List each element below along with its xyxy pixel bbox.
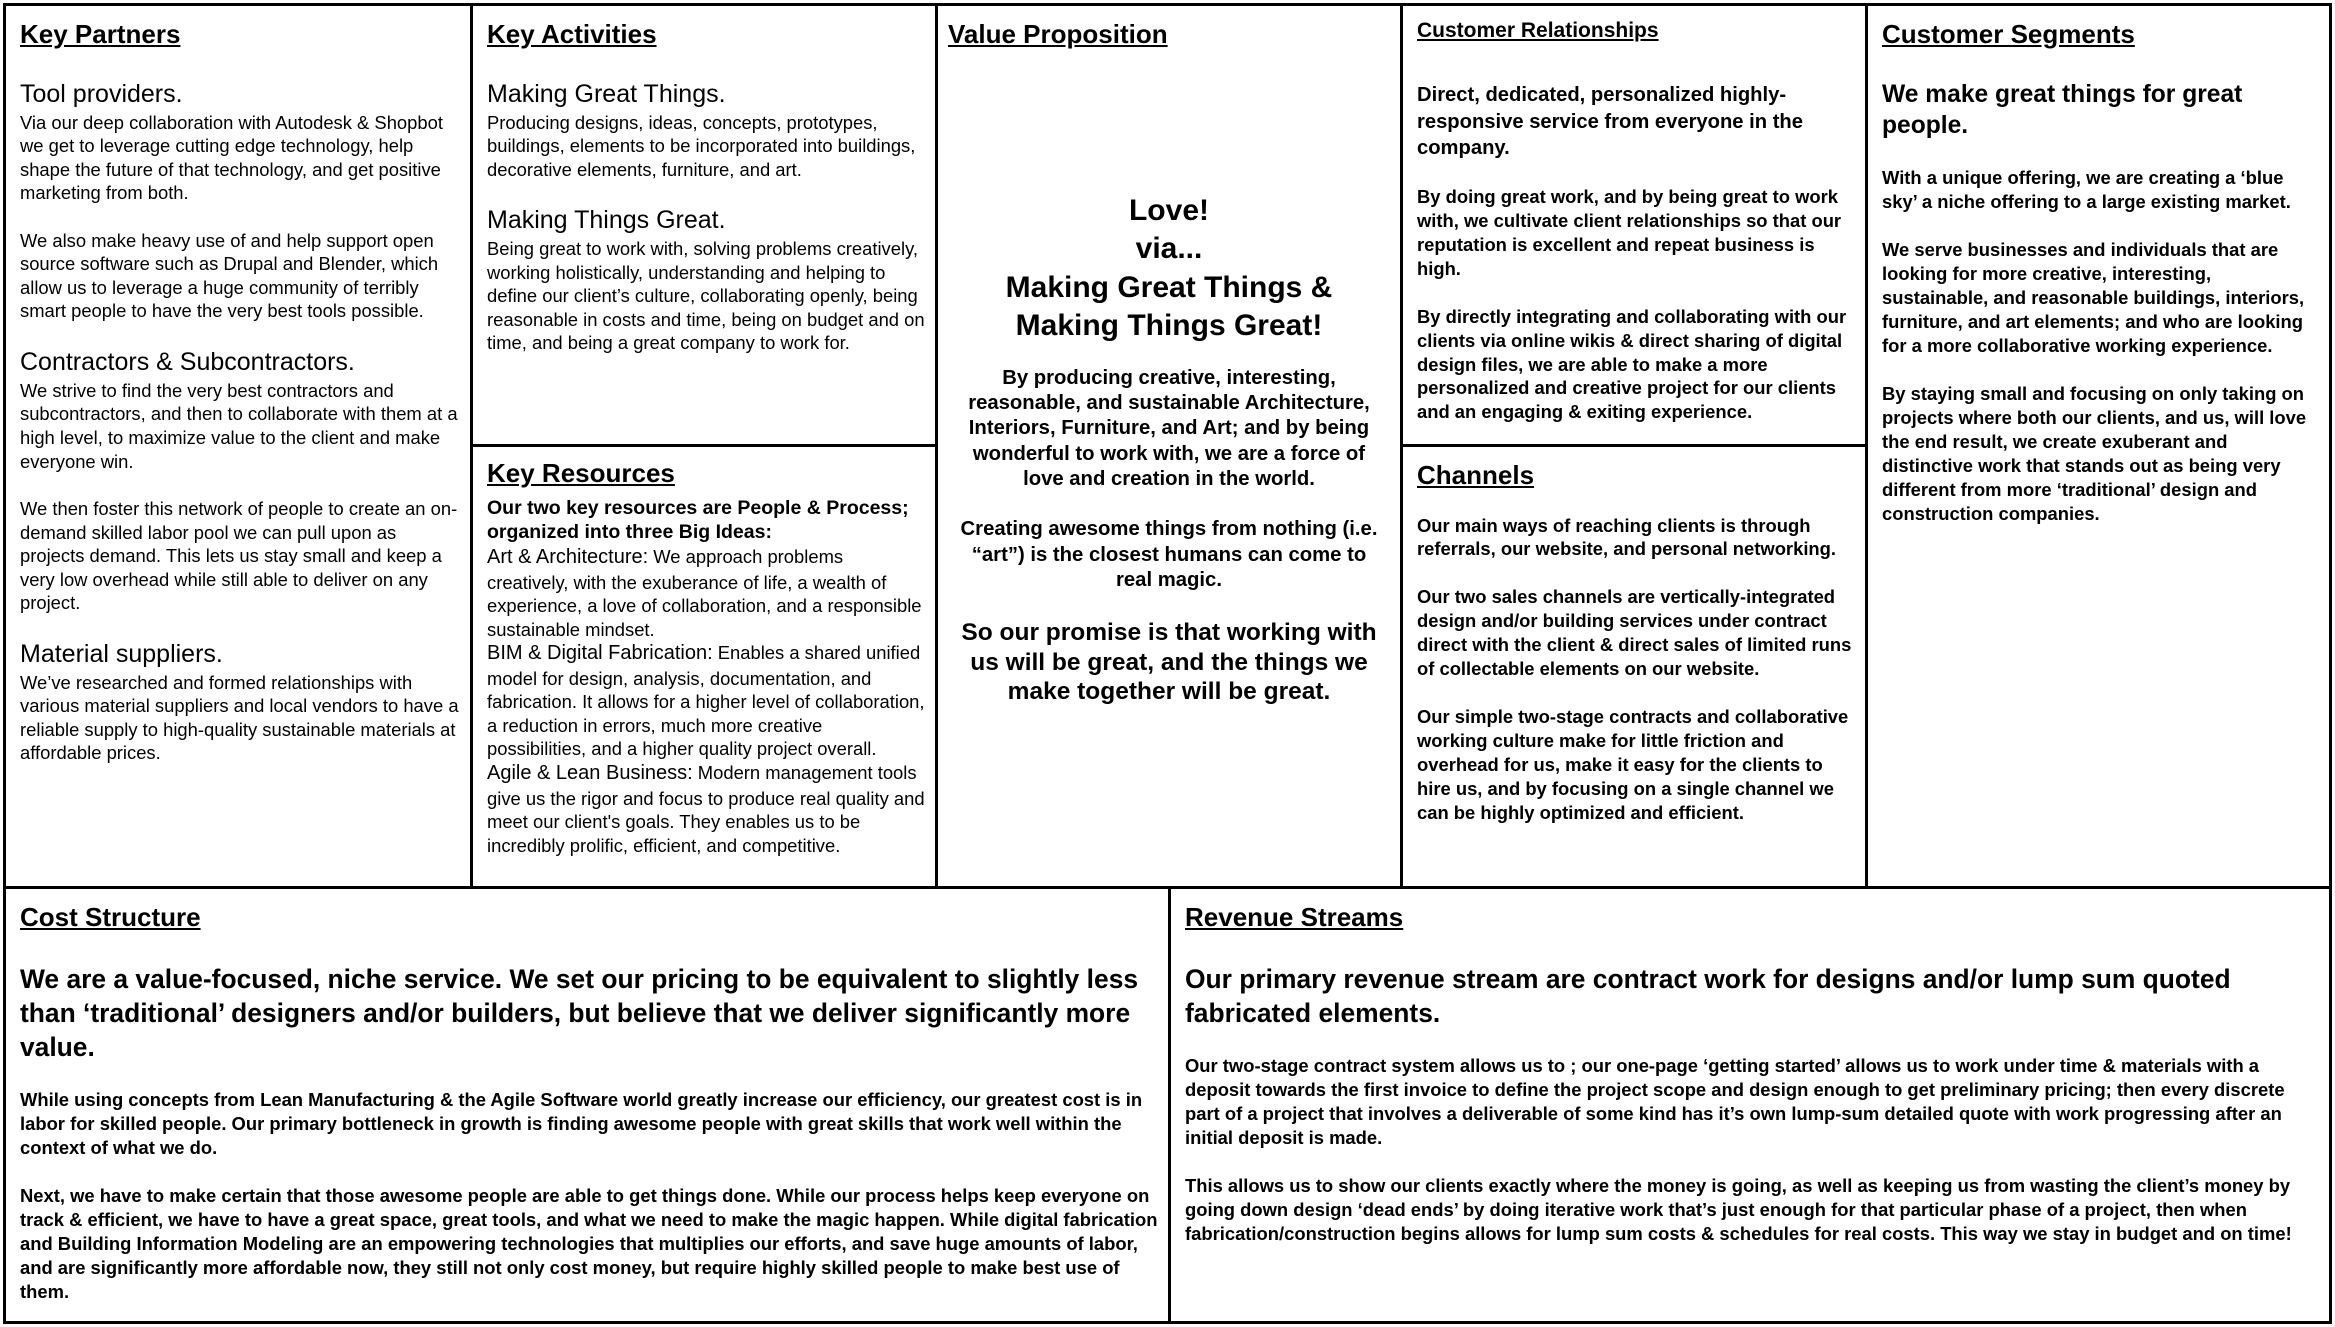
vp-headline-via: via...: [1135, 232, 1203, 266]
resource-label: Art & Architecture:: [487, 546, 649, 568]
vp-promise: So our promise is that working with us will be great, and the things we make together will be great.: [961, 619, 1377, 706]
material-suppliers-text: We’ve researched and formed relationships with various material suppliers and local vendors to have a reliable supply to high-quality sustainable materials at affordable prices.: [20, 671, 459, 764]
resource-item: [487, 641, 925, 761]
revenue-streams-text-2: This allows us to show our clients exactly where the money is going, as well as keeping us from wasting the client’s money by going down design ‘dead ends’ by doing iterative work that’s just enough for that particular phase of a project, then when fabrication/construction begins allows for lump sum costs & schedules for real costs. This way we stay in budget and on time!: [1185, 1174, 2292, 1244]
channels-text-3: Our simple two-stage contracts and collaborative working culture make for little friction and overhead for us, make it easy for the clients to hire us, and by focusing on a single channel we can be highly optimized and efficient.: [1417, 706, 1849, 823]
resource-text: We approach problems creatively, with the exuberance of life, a wealth of experience, a love of collaboration, and a responsible sustainable mindset.: [487, 546, 922, 640]
customer-relationships-lead: Direct, dedicated, personalized highly-responsive service from everyone in the company.: [1417, 84, 1803, 159]
customer-segments-panel: [1865, 3, 2332, 889]
key-activities-panel: [470, 3, 938, 447]
revenue-streams-panel: [1168, 886, 2332, 1324]
customer-segments-title: Customer Segments: [1882, 19, 2135, 49]
value-proposition-panel: [935, 3, 1403, 889]
cost-structure-text-2: Next, we have to make certain that those awesome people are able to get things done. While our process helps keep everyone on track & efficient, we have to have a great space, great tools, and what we need to make the magic happen. While digital fabrication and Building Information Modeling are an empowering technologies that multiplies our efforts, and save huge amounts of labor, and are significantly more affordable now, they still not only cost money, but require highly skilled people to make best use of them.: [20, 1185, 1158, 1302]
channels-text-1: Our main ways of reaching clients is through referrals, our website, and personal networking.: [1417, 514, 1837, 560]
tool-providers-text-1: Via our deep collaboration with Autodesk & Shopbot we get to leverage cutting edge technology, help shape the future of that technology, and get positive marketing from both.: [20, 111, 443, 204]
cost-structure-text-1: While using concepts from Lean Manufacturing & the Agile Software world greatly increase our efficiency, our greatest cost is in labor for skilled people. Our primary bottleneck in growth is finding awesome people with great skills that work well within the context of what we do.: [20, 1089, 1143, 1159]
key-resources-intro: Our two key resources are People & Process; organized into three Big Ideas:: [487, 496, 909, 544]
revenue-streams-lead: Our primary revenue stream are contract work for designs and/or lump sum quoted fabricated elements.: [1185, 963, 2231, 1028]
customer-segments-text-3: By staying small and focusing on only taking on projects where both our clients, and us, will love the end result, we create exuberant and distinctive work that stands out as being very different from more ‘traditional’ design and construction companies.: [1882, 382, 2307, 524]
channels-title: Channels: [1417, 460, 1535, 490]
key-resources-panel: [470, 444, 938, 889]
vp-headline-making-things-great: Making Things Great!: [1015, 309, 1323, 343]
key-partners-panel: [3, 3, 473, 889]
vp-headline-making-great-things: Making Great Things &: [1005, 270, 1333, 304]
resource-text: Enables a shared unified model for design, analysis, documentation, and fabrication. It allows for a higher level of collaboration, a reduction in errors, much more creative possibilities, and a higher quality project overall.: [487, 642, 925, 760]
cost-structure-title: Cost Structure: [20, 902, 201, 932]
customer-relationships-panel: [1400, 3, 1868, 447]
making-things-great-text: Being great to work with, solving problems creatively, working holistically, understanding and helping to define our client’s culture, collaborating openly, being reasonable in costs and time, being on budget and on time, and being a great company to work for.: [487, 238, 925, 354]
vp-paragraph-2: Creating awesome things from nothing (i.e. “art”) is the closest humans can come to real magic.: [960, 518, 1378, 592]
customer-relationships-title: Customer Relationships: [1417, 19, 1659, 42]
cost-structure-lead: We are a value-focused, niche service. We set our pricing to be equivalent to slightly less than ‘traditional’ designers and/or builders, but believe that we deliver significantly more value.: [20, 963, 1139, 1063]
customer-segments-text-1: With a unique offering, we are creating a ‘blue sky’ a niche offering to a large existing market.: [1882, 167, 2291, 213]
cost-structure-panel: [3, 886, 1171, 1324]
resource-item: [487, 545, 925, 641]
tool-providers-text-2: We also make heavy use of and help support open source software such as Drupal and Blender, which allow us to leverage a huge community of terribly smart people to have the very best tools possible.: [20, 229, 439, 322]
material-suppliers-heading: Material suppliers.: [20, 639, 223, 668]
key-resources-title: Key Resources: [487, 458, 675, 488]
making-great-things-text: Producing designs, ideas, concepts, prototypes, buildings, elements to be incorporated into buildings, decorative elements, furniture, and art.: [487, 111, 916, 180]
resource-item: [487, 761, 925, 857]
customer-relationships-text-2: By directly integrating and collaborating with our clients via online wikis & direct sharing of digital design files, we are able to make a more personalized and creative project for our clients and an engaging & exiting experience.: [1417, 305, 1847, 423]
resource-text: Modern management tools give us the rigor and focus to produce real quality and meet our client's goals. They enables us to be incredibly prolific, efficient, and competitive.: [487, 762, 925, 856]
revenue-streams-text-1: Our two-stage contract system allows us to ; our one-page ‘getting started’ allows us to work under time & materials with a deposit towards the first invoice to define the project scope and design enough to get preliminary pricing; then every discrete part of a project that involves a deliverable of some kind has it’s own lump-sum detailed quote with work progressing after an initial deposit is made.: [1185, 1055, 2285, 1148]
channels-text-2: Our two sales channels are vertically-integrated design and/or building services under contract direct with the client & direct sales of limited runs of collectable elements on our website.: [1417, 586, 1852, 680]
contractors-heading: Contractors & Subcontractors.: [20, 347, 355, 376]
vp-paragraph-1: By producing creative, interesting, reasonable, and sustainable Architecture, Interiors, Furniture, and Art; and by being wonderful to work with, we are a force of love and creation in the world.: [968, 366, 1370, 490]
resource-label: Agile & Lean Business:: [487, 762, 693, 785]
contractors-text-2: We then foster this network of people to create an on-demand skilled labor pool we can pull upon as projects demand. This lets us stay small and keep a very low overhead while still able to deliver on any project.: [20, 498, 458, 614]
contractors-text-1: We strive to find the very best contractors and subcontractors, and then to collaborate with them at a high level, to maximize value to the client and make everyone win.: [20, 379, 458, 472]
key-partners-title: Key Partners: [20, 19, 181, 49]
making-things-great-heading: Making Things Great.: [487, 206, 726, 235]
channels-panel: [1400, 444, 1868, 889]
customer-relationships-text-1: By doing great work, and by being great to work with, we cultivate client relationships so that our reputation is excellent and repeat business is high.: [1417, 186, 1842, 279]
value-proposition-title: Value Proposition: [948, 19, 1168, 49]
tool-providers-heading: Tool providers.: [20, 79, 183, 108]
customer-segments-lead: We make great things for great people.: [1882, 80, 2243, 140]
key-activities-title: Key Activities: [487, 19, 657, 49]
vp-headline-love: Love!: [1128, 194, 1209, 227]
resource-label: BIM & Digital Fabrication:: [487, 642, 713, 665]
customer-segments-text-2: We serve businesses and individuals that are looking for more creative, interesting, sustainable, and reasonable buildings, interiors, furniture, and art elements; and who are looking for a more collaborative working experience.: [1882, 239, 2305, 356]
revenue-streams-title: Revenue Streams: [1185, 902, 1404, 932]
making-great-things-heading: Making Great Things.: [487, 79, 726, 108]
